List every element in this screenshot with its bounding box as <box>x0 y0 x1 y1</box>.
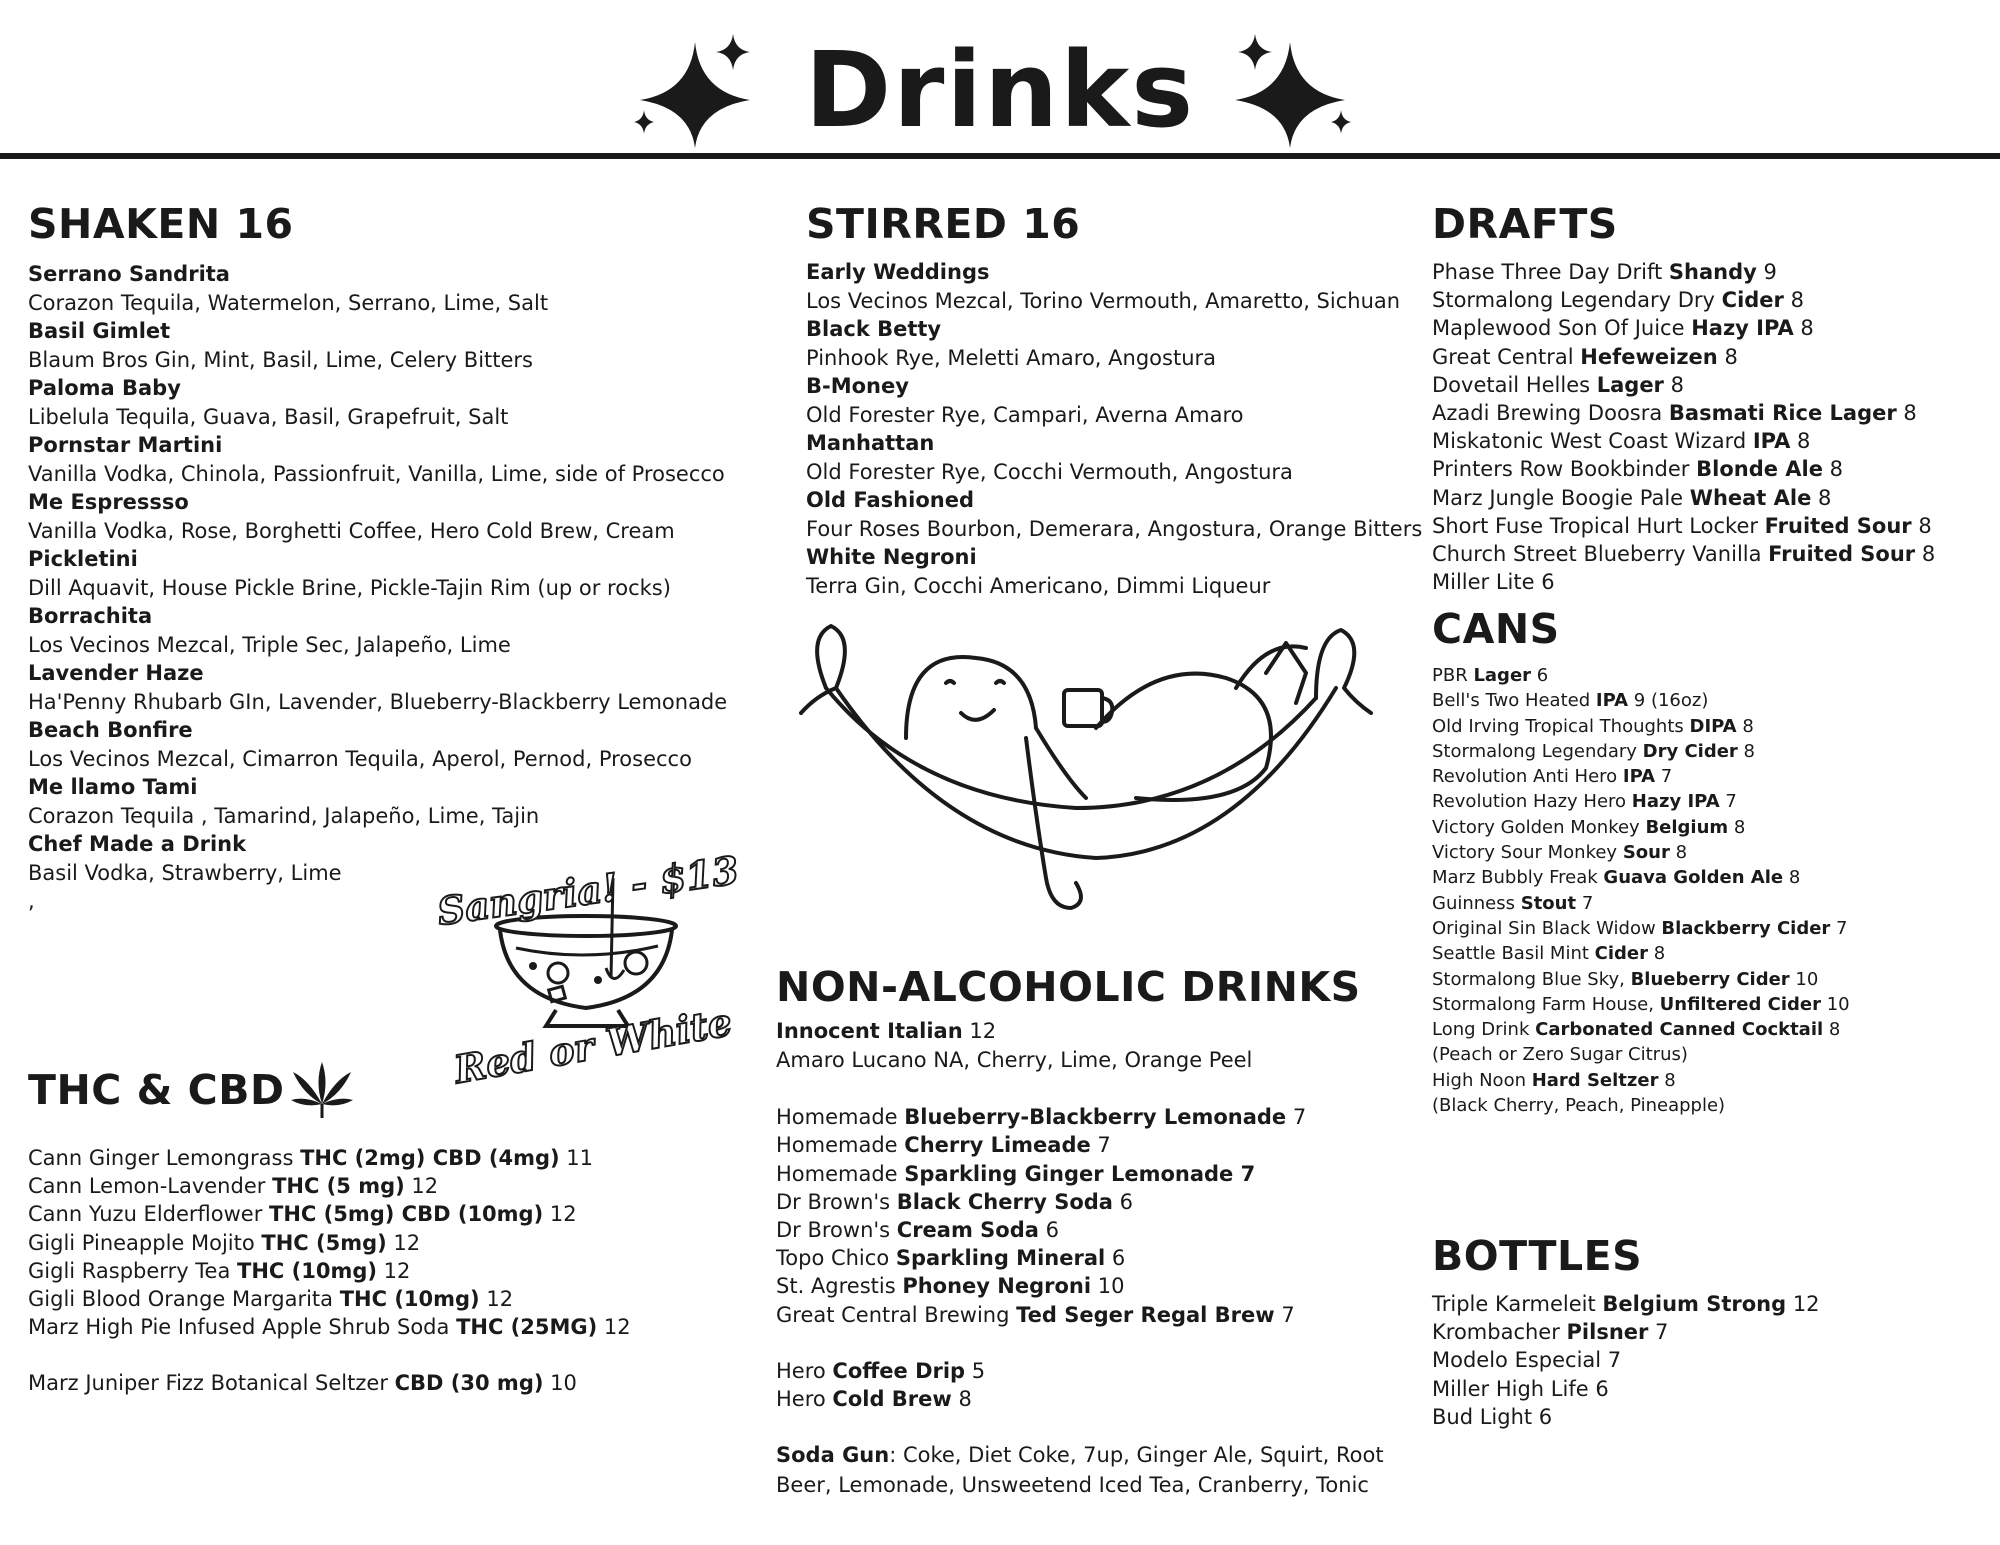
shaken-item-desc: Corazon Tequila , Tamarind, Jalapeño, Lime, Tajin <box>28 803 540 828</box>
thc-item-post: 12 <box>543 1202 577 1227</box>
nonalc-item-pre: Homemade <box>776 1105 905 1130</box>
thc-item-post: 12 <box>377 1258 411 1283</box>
shaken-item-desc: Basil Vodka, Strawberry, Lime <box>28 860 342 885</box>
header-divider <box>0 153 2000 159</box>
can-item-bold: DIPA <box>1689 715 1737 737</box>
shaken-item-name: Me llamo Tami <box>28 775 198 799</box>
nonalc-item-post: 7 <box>1274 1302 1295 1327</box>
draft-item-pre: Azadi Brewing Doosra <box>1432 401 1669 426</box>
draft-item-pre: Miller Lite 6 <box>1432 570 1555 595</box>
can-item-pre: Original Sin Black Widow <box>1432 917 1662 939</box>
thc-item <box>28 1313 748 1341</box>
can-item-post: 8 <box>1737 740 1755 762</box>
can-item-post: 10 <box>1820 993 1850 1015</box>
draft-item <box>1432 371 1992 399</box>
bottle-item <box>1432 1290 1992 1318</box>
bottles-heading: BOTTLES <box>1432 1232 1643 1280</box>
can-item-post: 8 <box>1783 867 1801 889</box>
draft-item-bold: Wheat Ale <box>1689 485 1812 510</box>
can-item-pre: PBR <box>1432 665 1474 686</box>
nonalc-coffee-item-bold: Cold Brew <box>832 1387 952 1412</box>
can-item-pre: Revolution Anti Hero <box>1432 766 1623 788</box>
can-item-post: 8 <box>1658 1069 1676 1091</box>
drafts-heading: DRAFTS <box>1432 200 1618 248</box>
bottle-item-post: 7 <box>1648 1320 1669 1345</box>
can-item <box>1432 840 1992 865</box>
can-item-pre: (Peach or Zero Sugar Citrus) <box>1432 1044 1688 1066</box>
can-item-bold: Sour <box>1622 842 1670 864</box>
nonalc-item <box>776 1188 1416 1216</box>
stirred-item-desc: Old Forester Rye, Campari, Averna Amaro <box>806 402 1244 427</box>
draft-item-pre: Marz Jungle Boogie Pale <box>1432 485 1690 510</box>
nonalc-item-post: 10 <box>1091 1274 1125 1299</box>
can-item <box>1432 764 1992 789</box>
nonalc-item <box>776 1272 1416 1300</box>
nonalc-item <box>776 1301 1416 1329</box>
cans-heading: CANS <box>1432 605 1560 653</box>
can-item-pre: Bell's Two Heated <box>1432 690 1596 712</box>
can-item-bold: Guava Golden Ale <box>1603 867 1784 889</box>
shaken-item-name: Beach Bonfire <box>28 718 193 742</box>
draft-item <box>1432 512 1992 540</box>
stirred-item-desc: Old Forester Rye, Cocchi Vermouth, Angostura <box>806 459 1293 484</box>
thc-item-bold: THC (10mg) <box>339 1287 480 1312</box>
thc-item-pre: Gigli Raspberry Tea <box>28 1258 238 1283</box>
stirred-item-name: B-Money <box>806 374 909 398</box>
shaken-item-desc: Los Vecinos Mezcal, Triple Sec, Jalapeño, Lime <box>28 632 511 657</box>
drafts-section <box>1432 200 1992 596</box>
bottle-item-pre: Triple Karmeleit <box>1432 1292 1603 1316</box>
draft-item-bold: Hazy IPA <box>1691 316 1794 341</box>
soda-gun-line2: Beer, Lemonade, Unsweetend Iced Tea, Cranberry, Tonic <box>776 1472 1369 1497</box>
draft-item-bold: Cider <box>1721 288 1784 313</box>
nonalc-item-post: 7 <box>1090 1133 1111 1158</box>
page-title: Drinks <box>804 29 1196 151</box>
can-item-pre: Victory Sour Monkey <box>1432 842 1623 864</box>
thc-item-post: 12 <box>386 1230 421 1255</box>
draft-item <box>1432 484 1992 512</box>
draft-item-pre: Miskatonic West Coast Wizard <box>1432 429 1753 454</box>
thc-item <box>28 1257 748 1285</box>
draft-item <box>1432 540 1992 568</box>
thc-section <box>28 1060 748 1398</box>
nonalc-item-pre: St. Agrestis <box>776 1274 903 1299</box>
thc-item-pre: Gigli Pineapple Mojito <box>28 1230 262 1255</box>
draft-item-post: 8 <box>1783 288 1804 313</box>
shaken-item-name: Pickletini <box>28 547 138 571</box>
shaken-item-name: Chef Made a Drink <box>28 832 247 856</box>
bottle-item <box>1432 1346 1992 1374</box>
bottle-item <box>1432 1318 1992 1346</box>
can-item-bold: Dry Cider <box>1642 740 1738 762</box>
nonalc-coffee-item-pre: Hero <box>776 1358 833 1383</box>
shaken-item-desc: Vanilla Vodka, Chinola, Passionfruit, Vanilla, Lime, side of Prosecco <box>28 461 725 486</box>
thc-item-post: 11 <box>559 1146 594 1170</box>
draft-item-pre: Dovetail Helles <box>1432 372 1597 397</box>
stirred-item-name: Old Fashioned <box>806 488 974 512</box>
cannabis-leaf-icon <box>289 1060 355 1120</box>
shaken-heading: SHAKEN 16 <box>28 200 294 248</box>
draft-item-bold: Fruited Sour <box>1768 542 1916 567</box>
stirred-heading: STIRRED 16 <box>806 200 1081 248</box>
can-item-pre: Long Drink <box>1432 1019 1536 1041</box>
nonalc-item-pre: Dr Brown's <box>776 1218 897 1243</box>
draft-item-post: 8 <box>1915 542 1936 567</box>
bottle-item-bold: Belgium Strong <box>1602 1292 1787 1316</box>
draft-item-post: 9 <box>1756 260 1777 284</box>
can-item <box>1432 916 1992 941</box>
soda-gun-line1: : Coke, Diet Coke, 7up, Ginger Ale, Squirt, Root <box>889 1443 1384 1468</box>
draft-item-pre: Maplewood Son Of Juice <box>1432 316 1692 341</box>
shaken-trailing: , <box>28 889 35 913</box>
soda-gun <box>776 1441 1416 1500</box>
nonalc-heading: NON-ALCOHOLIC DRINKS <box>776 963 1361 1011</box>
can-item-post: 7 <box>1655 766 1673 788</box>
can-item-pre: Stormalong Blue Sky, <box>1432 968 1631 990</box>
can-item-pre: Victory Golden Monkey <box>1432 816 1646 838</box>
can-item <box>1432 967 1992 992</box>
can-item <box>1432 815 1992 840</box>
can-item-bold: Hazy IPA <box>1631 791 1720 813</box>
nonalc-item <box>776 1160 1416 1188</box>
can-item-pre: Stormalong Legendary <box>1432 740 1643 762</box>
draft-item <box>1432 568 1992 596</box>
shaken-item-name: Me Espressso <box>28 490 189 514</box>
nonalc-item-bold: Cream Soda <box>896 1218 1039 1243</box>
can-item-post: 10 <box>1789 968 1819 990</box>
can-item-bold: Cider <box>1594 943 1649 965</box>
thc-item-post: 12 <box>404 1174 439 1199</box>
draft-item-post: 8 <box>1790 429 1811 454</box>
can-item <box>1432 714 1992 739</box>
nonalc-coffee-item-bold: Coffee Drip <box>832 1358 966 1383</box>
can-item <box>1432 1017 1992 1042</box>
thc-item-pre: Cann Lemon-Lavender <box>28 1174 273 1199</box>
draft-item-bold: Fruited Sour <box>1764 513 1912 538</box>
bottle-item-pre: Bud Light 6 <box>1432 1404 1553 1429</box>
nonalc-item <box>776 1103 1416 1131</box>
thc-item <box>28 1144 748 1172</box>
shaken-item-name: Paloma Baby <box>28 376 181 400</box>
nonalc-coffee-item-post: 8 <box>951 1387 972 1412</box>
nonalc-first-name: Innocent Italian <box>776 1019 963 1043</box>
stirred-item-desc: Los Vecinos Mezcal, Torino Vermouth, Amaretto, Sichuan <box>806 288 1401 313</box>
can-item <box>1432 992 1992 1017</box>
can-item-post: 7 <box>1576 892 1594 914</box>
thc-item-bold: THC (10mg) <box>237 1258 377 1283</box>
nonalc-item-pre: Topo Chico <box>776 1246 896 1271</box>
can-item <box>1432 941 1992 966</box>
can-item <box>1432 688 1992 713</box>
nonalc-coffee-item-post: 5 <box>965 1358 986 1383</box>
can-item-bold: Carbonated Canned Cocktail <box>1535 1019 1824 1041</box>
nonalc-item-pre: Great Central Brewing <box>776 1302 1017 1327</box>
shaken-item-desc: Los Vecinos Mezcal, Cimarron Tequila, Aperol, Pernod, Prosecco <box>28 746 692 771</box>
shaken-item-name: Pornstar Martini <box>28 433 223 457</box>
thc-extra-post: 10 <box>543 1371 577 1396</box>
can-item-post: 8 <box>1728 816 1746 838</box>
sparkle-right-icon <box>1225 30 1355 150</box>
stirred-item-name: Black Betty <box>806 317 942 341</box>
can-item-pre: Seattle Basil Mint <box>1432 943 1595 965</box>
can-item-pre: Old Irving Tropical Thoughts <box>1432 715 1690 737</box>
nonalc-item-post: 6 <box>1112 1189 1134 1214</box>
nonalc-item-post: 6 <box>1038 1218 1059 1243</box>
nonalc-item-bold: Phoney Negroni <box>902 1274 1092 1299</box>
can-item-bold: Stout <box>1520 892 1577 914</box>
thc-item-pre: Marz High Pie Infused Apple Shrub Soda <box>28 1315 457 1340</box>
thc-item <box>28 1285 748 1313</box>
can-item-pre: Guinness <box>1432 892 1521 914</box>
shaken-item-name: Serrano Sandrita <box>28 262 230 286</box>
can-item-bold: Lager <box>1473 665 1532 686</box>
nonalc-item-bold: Sparkling Mineral <box>895 1246 1106 1271</box>
draft-item-post: 8 <box>1823 457 1844 482</box>
draft-item-post: 8 <box>1811 485 1832 510</box>
bottles-section <box>1432 1232 1992 1431</box>
can-item-pre: Revolution Hazy Hero <box>1432 791 1632 813</box>
draft-item-bold: Shandy <box>1668 260 1757 284</box>
thc-item-bold: THC (2mg) CBD (4mg) <box>300 1146 560 1170</box>
can-item-bold: Blueberry Cider <box>1630 968 1790 990</box>
draft-item-pre: Short Fuse Tropical Hurt Locker <box>1432 513 1765 538</box>
shaken-item-desc: Vanilla Vodka, Rose, Borghetti Coffee, Hero Cold Brew, Cream <box>28 518 675 543</box>
shaken-item-desc: Ha'Penny Rhubarb GIn, Lavender, Blueberry-Blackberry Lemonade <box>28 689 728 714</box>
bottle-item <box>1432 1375 1992 1403</box>
bottle-item-pre: Modelo Especial 7 <box>1432 1348 1622 1373</box>
nonalc-item-bold: Ted Seger Regal Brew <box>1016 1302 1275 1327</box>
draft-item-bold: IPA <box>1752 429 1791 454</box>
nonalc-item <box>776 1131 1416 1159</box>
soda-gun-label: Soda Gun <box>776 1443 890 1468</box>
stirred-item-name: Manhattan <box>806 431 935 455</box>
cans-section <box>1432 605 1992 1118</box>
can-item-post: 8 <box>1736 715 1754 737</box>
can-item-bold: Belgium <box>1645 816 1729 838</box>
thc-extra-bold: CBD (30 mg) <box>394 1371 544 1396</box>
draft-item-post: 8 <box>1663 372 1684 397</box>
can-item-post: 6 <box>1531 665 1549 686</box>
can-item-pre: High Noon <box>1432 1069 1532 1091</box>
draft-item-pre: Printers Row Bookbinder <box>1432 457 1697 482</box>
draft-item-bold: Hefeweizen <box>1580 344 1718 369</box>
draft-item-pre: Phase Three Day Drift <box>1432 260 1669 284</box>
draft-item <box>1432 455 1992 483</box>
thc-item-bold: THC (25MG) <box>456 1315 598 1340</box>
draft-item-post: 8 <box>1911 513 1932 538</box>
draft-item-post: 8 <box>1793 316 1814 341</box>
can-item <box>1432 891 1992 916</box>
thc-item <box>28 1200 748 1228</box>
can-item <box>1432 739 1992 764</box>
draft-item <box>1432 427 1992 455</box>
thc-heading <box>28 1060 748 1120</box>
can-item-post: 7 <box>1719 791 1737 813</box>
nonalc-section <box>776 963 1416 1500</box>
nonalc-item-pre: Homemade <box>776 1161 905 1186</box>
shaken-section <box>28 200 758 916</box>
thc-item-bold: THC (5mg) CBD (10mg) <box>269 1202 544 1227</box>
draft-item <box>1432 343 1992 371</box>
can-item-pre: Marz Bubbly Freak <box>1432 867 1604 889</box>
sangria-illustration <box>428 847 748 1093</box>
thc-item <box>28 1229 748 1257</box>
shaken-item-name: Borrachita <box>28 604 153 628</box>
draft-item-bold: Lager <box>1596 372 1664 397</box>
can-item-pre: Stormalong Farm House, <box>1432 993 1660 1015</box>
thc-item-bold: THC (5 mg) <box>272 1174 405 1199</box>
draft-item-pre: Stormalong Legendary Dry <box>1432 288 1722 313</box>
shaken-item-desc: Dill Aquavit, House Pickle Brine, Pickle-Tajin Rim (up or rocks) <box>28 575 671 600</box>
nonalc-item-bold: Black Cherry Soda <box>896 1189 1113 1214</box>
sangria-line2: Red or White <box>450 998 736 1093</box>
thc-extra-pre: Marz Juniper Fizz Botanical Seltzer <box>28 1371 395 1396</box>
nonalc-item-bold: Sparkling Ginger Lemonade 7 <box>904 1161 1256 1186</box>
bottle-item-pre: Krombacher <box>1432 1320 1567 1345</box>
shaken-item-name: Lavender Haze <box>28 661 204 685</box>
bottle-item <box>1432 1403 1992 1431</box>
nonalc-item-bold: Cherry Limeade <box>904 1133 1091 1158</box>
thc-extra <box>28 1369 748 1397</box>
nonalc-coffee-item <box>776 1357 1416 1385</box>
sangria-line1: Sangria! - $13 <box>434 847 742 934</box>
draft-item <box>1432 399 1992 427</box>
stirred-section <box>806 200 1426 600</box>
bottle-item-pre: Miller High Life 6 <box>1432 1376 1609 1401</box>
stirred-item-name: Early Weddings <box>806 260 990 284</box>
thc-item-post: 12 <box>597 1315 631 1340</box>
shaken-item-desc: Blaum Bros Gin, Mint, Basil, Lime, Celery Bitters <box>28 347 533 372</box>
thc-item-post: 12 <box>479 1287 514 1312</box>
draft-item-post: 8 <box>1717 344 1738 369</box>
can-item <box>1432 1068 1992 1093</box>
draft-item <box>1432 314 1992 342</box>
can-item <box>1432 663 1992 688</box>
nonalc-item <box>776 1244 1416 1272</box>
can-item-bold: IPA <box>1622 766 1656 788</box>
can-item-bold: IPA <box>1595 690 1629 712</box>
shaken-item-desc: Libelula Tequila, Guava, Basil, Grapefruit, Salt <box>28 404 509 429</box>
nonalc-item-post: 7 <box>1286 1105 1307 1130</box>
nonalc-item-pre: Homemade <box>776 1133 905 1158</box>
thc-item-pre: Cann Ginger Lemongrass <box>28 1146 301 1170</box>
draft-item-bold: Basmati Rice Lager <box>1668 401 1897 426</box>
stirred-item-desc: Terra Gin, Cocchi Americano, Dimmi Liqueur <box>806 573 1271 598</box>
nonalc-first <box>776 1017 1416 1045</box>
draft-item-pre: Great Central <box>1432 344 1581 369</box>
can-item-pre: (Black Cherry, Peach, Pineapple) <box>1432 1095 1726 1117</box>
nonalc-first-desc: Amaro Lucano NA, Cherry, Lime, Orange Peel <box>776 1048 1253 1073</box>
can-item <box>1432 1093 1992 1118</box>
nonalc-item-bold: Blueberry-Blackberry Lemonade <box>904 1105 1287 1130</box>
can-item-bold: Unfiltered Cider <box>1659 993 1821 1015</box>
bottle-item-post: 12 <box>1786 1292 1820 1316</box>
stirred-item-desc: Four Roses Bourbon, Demerara, Angostura, Orange Bitters <box>806 516 1423 541</box>
bottle-item-bold: Pilsner <box>1566 1320 1649 1345</box>
can-item-post: 8 <box>1648 943 1666 965</box>
nonalc-item-pre: Dr Brown's <box>776 1189 897 1214</box>
shaken-item-name: Basil Gimlet <box>28 319 171 343</box>
can-item-post: 8 <box>1823 1019 1841 1041</box>
stirred-item-desc: Pinhook Rye, Meletti Amaro, Angostura <box>806 345 1217 370</box>
nonalc-coffee-item <box>776 1385 1416 1413</box>
can-item <box>1432 1042 1992 1067</box>
draft-item <box>1432 286 1992 314</box>
thc-heading-text: THC & CBD <box>28 1066 285 1114</box>
nonalc-first-price: 12 <box>962 1019 997 1043</box>
nonalc-coffee-item-pre: Hero <box>776 1387 833 1412</box>
draft-item-post: 8 <box>1896 401 1917 426</box>
draft-item-bold: Blonde Ale <box>1696 457 1823 482</box>
nonalc-item <box>776 1216 1416 1244</box>
thc-item-pre: Cann Yuzu Elderflower <box>28 1202 270 1227</box>
thc-item <box>28 1172 748 1200</box>
shaken-item-desc: Corazon Tequila, Watermelon, Serrano, Lime, Salt <box>28 290 549 315</box>
can-item <box>1432 865 1992 890</box>
can-item <box>1432 789 1992 814</box>
nonalc-item-post: 6 <box>1105 1246 1126 1271</box>
can-item-bold: Hard Seltzer <box>1531 1069 1659 1091</box>
can-item-bold: Blackberry Cider <box>1661 917 1831 939</box>
draft-item <box>1432 258 1992 286</box>
can-item-post: 7 <box>1830 917 1848 939</box>
hammock-illustration-icon <box>796 618 1376 923</box>
draft-item-pre: Church Street Blueberry Vanilla <box>1432 542 1769 567</box>
can-item-post: 8 <box>1669 842 1688 864</box>
stirred-item-name: White Negroni <box>806 545 977 569</box>
thc-item-pre: Gigli Blood Orange Margarita <box>28 1287 340 1312</box>
thc-item-bold: THC (5mg) <box>261 1230 387 1255</box>
can-item-post: 9 (16oz) <box>1628 690 1709 712</box>
